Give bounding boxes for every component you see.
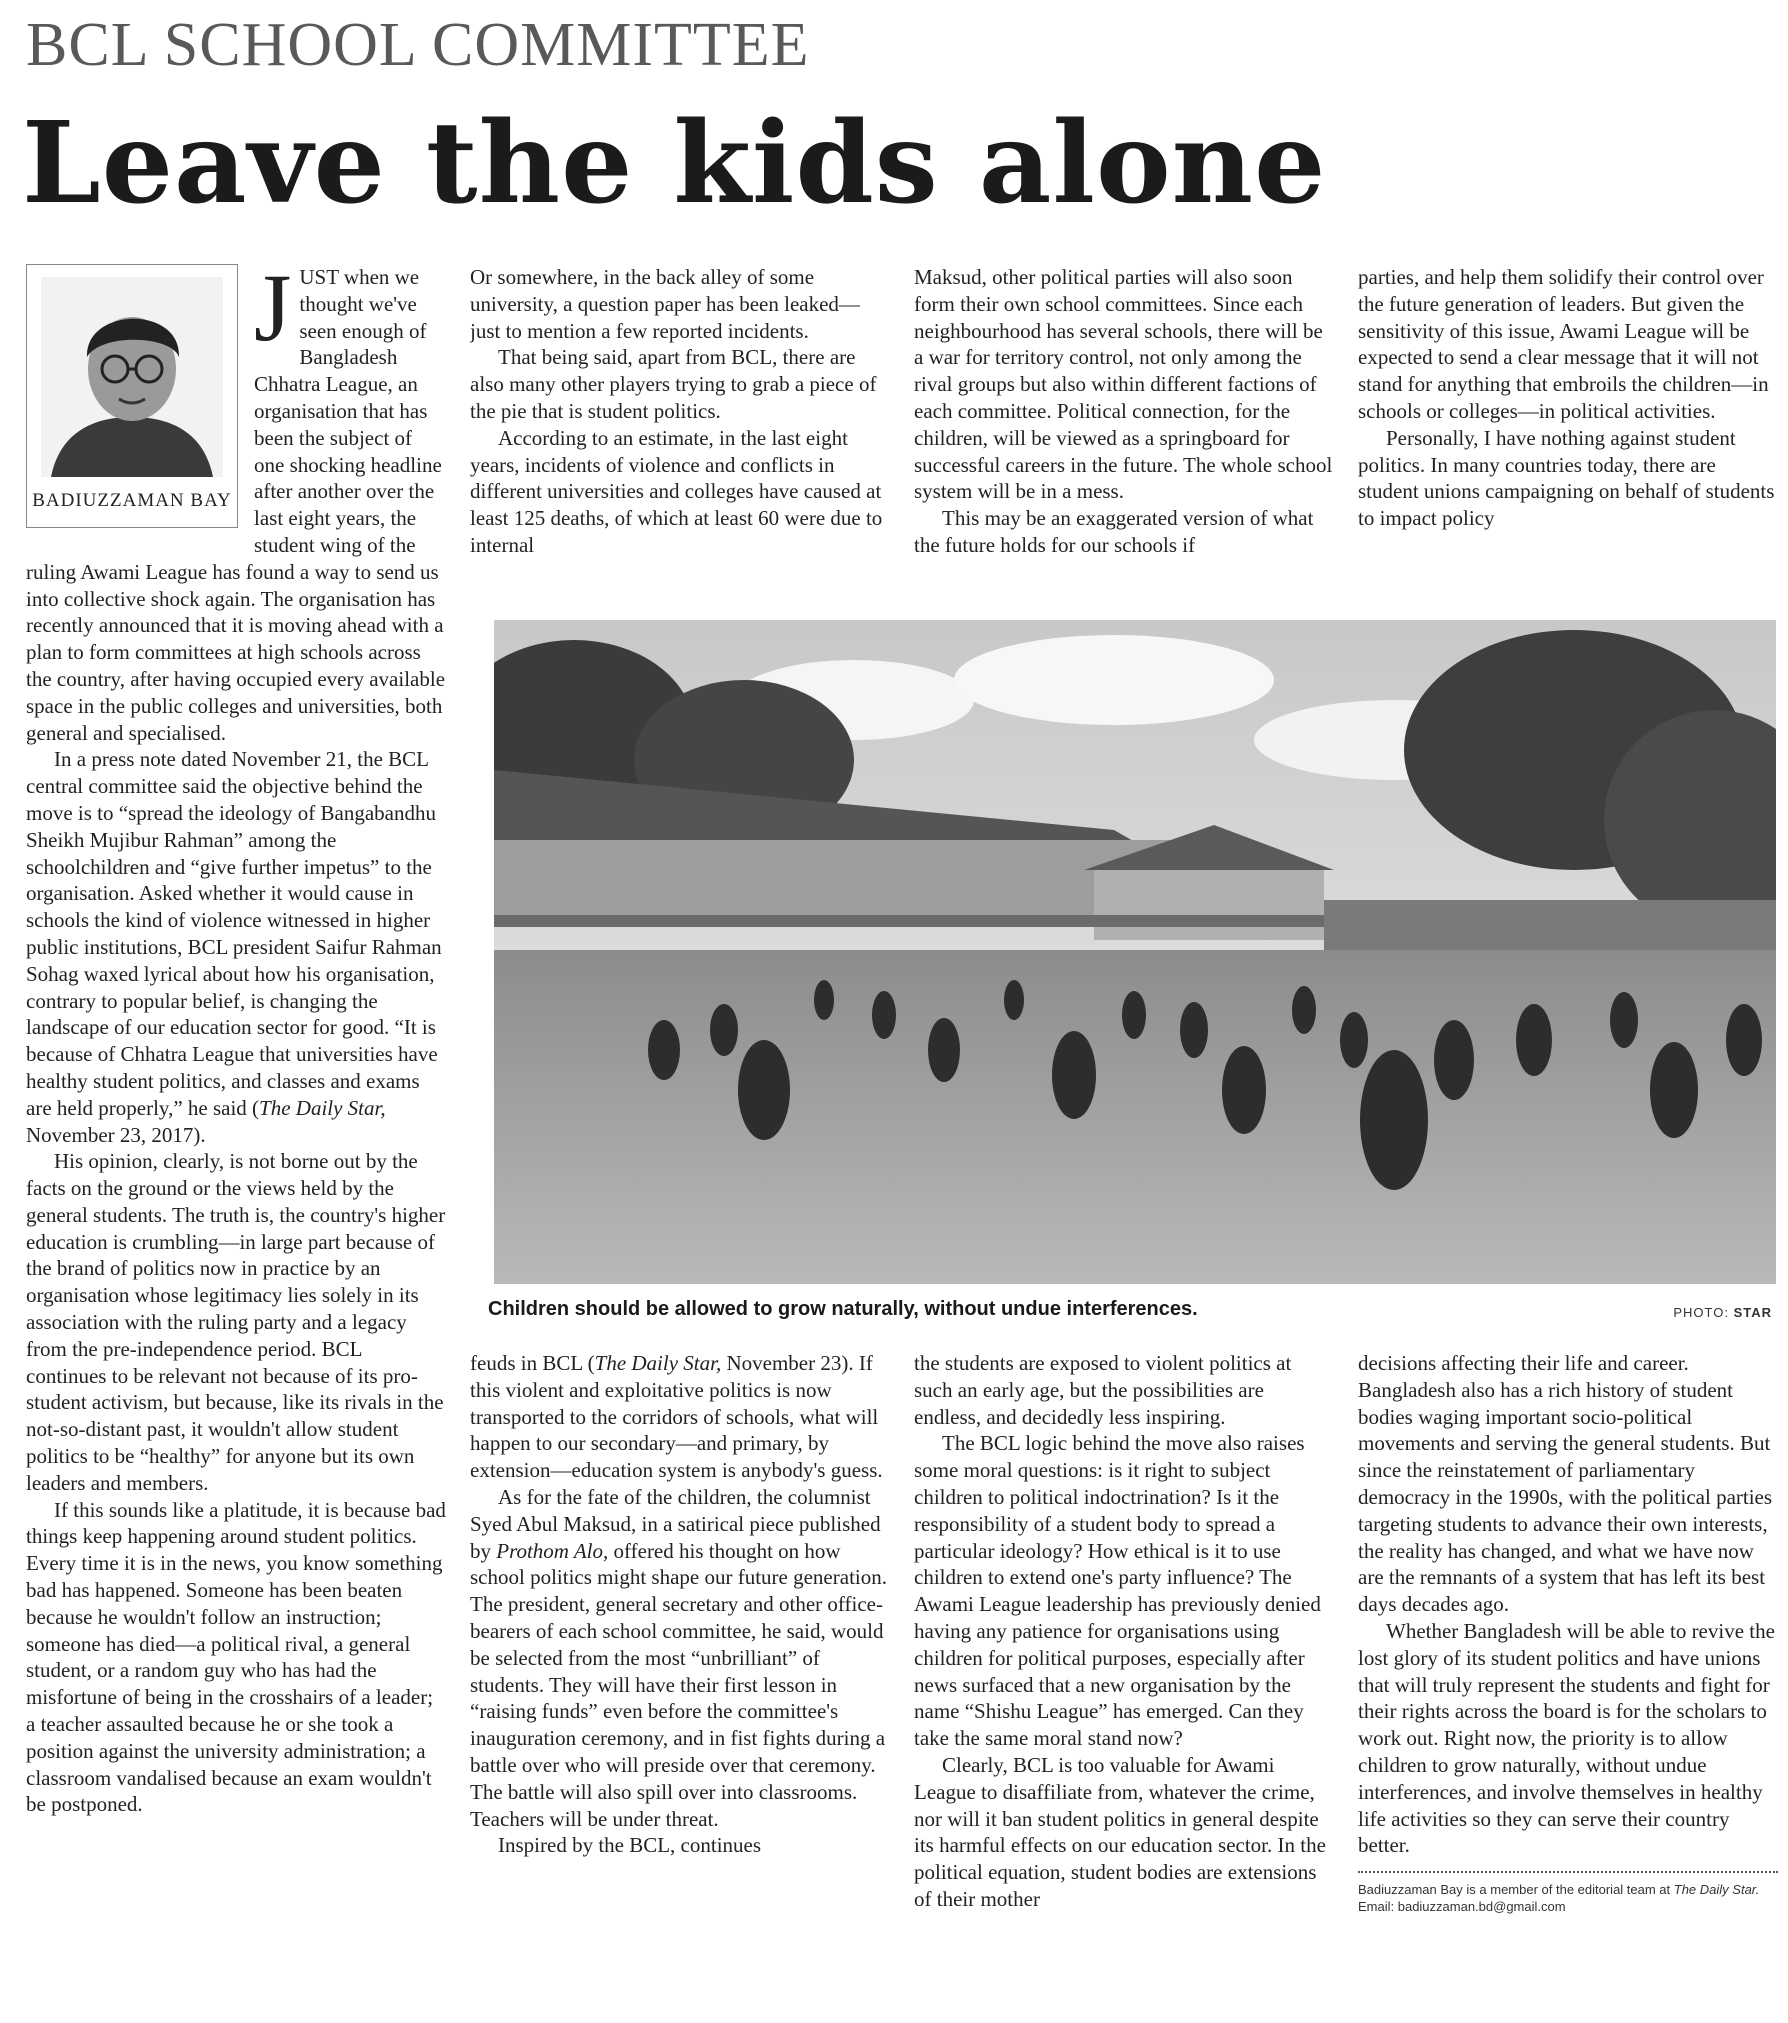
paragraph: feuds in BCL (The Daily Star, November 23). If this violent and exploitative politics is now transported to the corridors of schools, what will happen to our secondary—and primary, by extension—education system is anybody's guess. [470,1351,883,1483]
photo-caption: Children should be allowed to grow naturally, without undue interferences. [488,1298,1198,1320]
paragraph: Inspired by the BCL, continues [498,1833,762,1858]
paragraph: Clearly, BCL is too valuable for Awami League to disaffiliate from, whatever the crime, nor will it ban student politics in general despite its harmful effects on our education sector. In the political equation, student bodies are extensions of their mother [914,1752,1326,1911]
paragraph: That being said, apart from BCL, there are also many other players trying to grab a piece of the pie that is student politics. [470,345,877,423]
paragraph: As for the fate of the children, the columnist Syed Abul Maksud, in a satirical piece published by Prothom Alo, offered his thought on how school politics might shape our future generation. The president, general secretary and other office-bearers of each school committee, he said, would be selected from the most “unbrilliant” of students. They will have their first lesson in “raising funds” even before the committee's inauguration ceremony, and in fist fights during a battle over who will preside over that ceremony. The battle will also spill over into classrooms. Teachers will be under threat. [470,1484,887,1831]
article-column-4-bottom [1358,1350,1778,2010]
byline-name: BADIUZZAMAN BAY [32,490,232,512]
paragraph: In a press note dated November 21, the BCL central committee said the objective behind the move is to “spread the ideology of Bangabandhu Sheikh Mujibur Rahman” among the schoolchildren and “give further impetus” to the organisation. Asked whether it would cause in schools the kind of violence witnessed in higher public institutions, BCL president Saifur Rahman Sohag waxed lyrical about how his organisation, contrary to popular belief, is changing the landscape of our education sector for good. “It is because of Chhatra League that universities have healthy student politics, and classes and exams are held properly,” he said (The Daily Star, November 23, 2017). [26,747,442,1147]
drop-cap: J [254,264,292,361]
article-column-3-bottom [914,1350,1334,2006]
headline: Leave the kids alone [22,98,1327,229]
paragraph: The BCL logic behind the move also raises some moral questions: is it right to subject children to political indoctrination? Is it the responsibility of a student body to spread a particular ideology? How ethical is it to use children to extend one's party influence? The Awami League leadership has previously denied having any patience for organisations using children for political purposes, especially after news surfaced that a new organisation by the name “Shishu League” has emerged. Can they take the same moral stand now? [914,1431,1321,1751]
paragraph: This may be an exaggerated version of what the future holds for our schools if [914,506,1314,557]
paragraph: parties, and help them solidify their control over the future generation of leaders. But given the sensitivity of this issue, Awami League will be expected to send a clear message that it will not stand for anything that embroils the children—in schools or colleges—in political activities. [1358,265,1769,423]
author-portrait-icon [41,277,223,477]
paragraph: Personally, I have nothing against student politics. In many countries today, there are student unions campaigning on behalf of students to impact policy [1358,425,1775,531]
byline-box [26,264,238,528]
paragraph: According to an estimate, in the last eight years, incidents of violence and conflicts in different universities and colleges have caused at least 125 deaths, of which at least 60 were due to internal [470,425,883,557]
paragraph: Maksud, other political parties will also soon form their own school committees. Since each neighbourhood has several schools, there will be a war for territory control, not only among the rival groups but also within different factions of each committee. Political connection, for the children, will be viewed as a springboard for successful careers in the future. The whole school system will be in a mess. [914,265,1333,504]
paragraph: the students are exposed to violent politics at such an early age, but the possibilities are endless, and decidedly less inspiring. [914,1351,1292,1429]
article-column-2-bottom [470,1350,890,2006]
divider [1358,1871,1778,1873]
author-note: Badiuzzaman Bay is a member of the editorial team at The Daily Star. [1358,1882,1760,1898]
paragraph: Whether Bangladesh will be able to revive the lost glory of its student politics and have unions that will truly represent the students and fight for their rights across the board is for the scholars to work out. Right now, the priority is to allow children to grow naturally, without undue interferences, and involve themselves in healthy life activities so they can serve their country better. [1358,1618,1775,1858]
photo-credit: PHOTO: STAR [1673,1305,1772,1320]
article-column-3-top [914,264,1334,594]
section-kicker: BCL SCHOOL COMMITTEE [26,11,810,79]
paragraph: His opinion, clearly, is not borne out by the facts on the ground or the views held by the general students. The truth is, the country's higher education is crumbling—in large part because of the brand of politics now in practice by an organisation whose legitimacy lies solely in its association with the ruling party and a legacy from the pre-independence period. BCL continues to be relevant not because of its pro-student activism, but because, like its rivals in the not-so-distant past, it wouldn't allow student politics to be “healthy” for anyone but its own leaders and members. [26,1149,446,1495]
news-photo [494,620,1776,1284]
paragraph: Or somewhere, in the back alley of some university, a question paper has been leaked—just to mention a few reported incidents. [470,265,860,343]
article-column-2-top [470,264,890,594]
paragraph: decisions affecting their life and career. Bangladesh also has a rich history of student bodies waging important socio-political movements and serving the general students. But since the reinstatement of parliamentary democracy in the 1990s, with the political parties targeting students to advance their own interests, the reality has changed, and what we have now are the remnants of a system that has left its best days decades ago. [1358,1351,1773,1617]
article-column-4-top [1358,264,1778,594]
paragraph: If this sounds like a platitude, it is because bad things keep happening around student politics. Every time it is in the news, you know something bad has happened. Someone has been beaten because he wouldn't follow an instruction; someone has died—a political rival, a general student, or a random guy who has had the misfortune of being in the crosshairs of a leader; a teacher assaulted because he or she took a position against the university administration; a classroom vandalised because an exam wouldn't be postponed. [26,1497,446,1817]
author-email: Email: badiuzzaman.bd@gmail.com [1358,1899,1566,1915]
article-column-1 [26,264,446,2006]
paragraph: UST when we thought we've seen enough of Bangladesh Chhatra League, an organisation that has been the subject of one shocking headline after another over the last eight years, the student wing of the ruling Awami League has found a way to send us into collective shock again. The organisation has recently announced that it is moving ahead with a plan to form committees at high schools across the country, after having occupied every available space in the public colleges and universities, both general and specialised. [26,265,446,745]
